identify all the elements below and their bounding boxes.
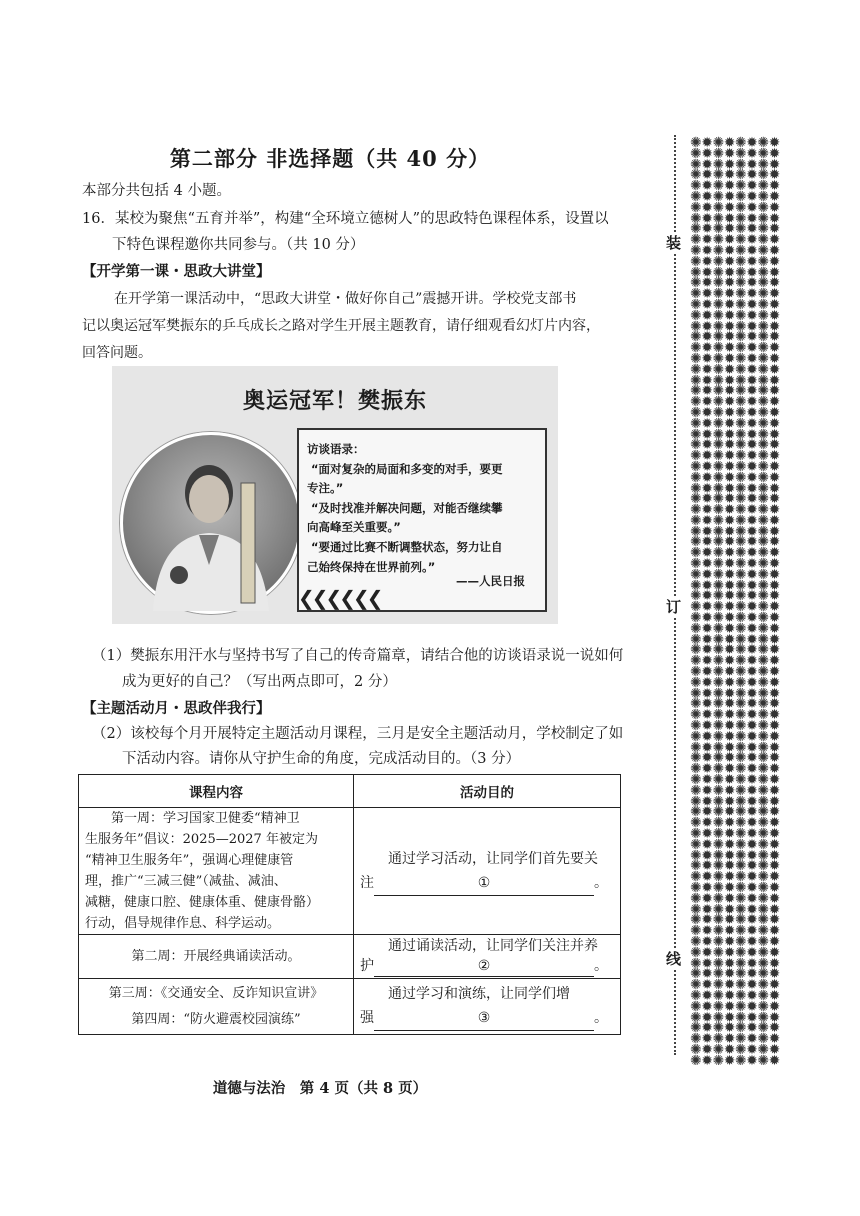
section2-title: 【主题活动月・思政伴我行】 [82, 700, 271, 717]
answer-blank-2[interactable]: ② [374, 956, 594, 977]
slide-image [112, 366, 558, 624]
sub-question-2-line1: （2）该校每个月开展特定主题活动月课程，三月是安全主题活动月，学校制定了如 [92, 726, 624, 742]
question-16-line2: 下特色课程邀你共同参与。（共 10 分） [112, 237, 365, 253]
athlete-silhouette [123, 435, 299, 611]
sub-question-2-line2: 下活动内容。请你从守护生命的角度，完成活动目的。（3 分） [122, 751, 521, 767]
section1-para-line2: 记以奥运冠军樊振东的乒乓成长之路对学生开展主题教育，请仔细观看幻灯片内容， [82, 318, 600, 334]
table-cell-purpose3: 通过学习和演练，让同学们增 强 ③ 。 [354, 979, 621, 1035]
binding-label: 装 [666, 234, 682, 252]
quote-line: “要通过比赛不断调整状态，努力让自 [311, 539, 503, 554]
section1-para-line3: 回答问题。 [82, 345, 152, 361]
table-cell-week2: 第二周：开展经典诵读活动。 [79, 935, 354, 979]
chevron-decoration-icon: ❮❮❮❮❮❮ [298, 586, 381, 610]
answer-blank-3[interactable]: ③ [374, 1006, 594, 1031]
slide-title: 奥运冠军！樊振东 [242, 389, 427, 414]
table-row [79, 979, 621, 1035]
quote-line: 向高峰至关重要。” [307, 520, 401, 535]
table-cell-purpose2: 通过诵读活动，让同学们关注并养 护 ② 。 [354, 935, 621, 979]
sub-question-1-line1: （1）樊振东用汗水与坚持书写了自己的传奇篇章，请结合他的访谈语录说一说如何 [92, 648, 624, 664]
table-row [79, 808, 621, 935]
part-intro: 本部分共包括 4 小题。 [82, 183, 231, 199]
table-header-content: 课程内容 [79, 775, 354, 808]
table-cell-week3-4: 第三周：《交通安全、反诈知识宣讲》 第四周：“防火避震校园演练” [79, 979, 354, 1035]
binding-label: 线 [666, 950, 682, 968]
question-16-line1: 16．某校为聚焦“五育并举”，构建“全环境立德树人”的思政特色课程体系，设置以 [82, 211, 609, 227]
part-title: 第二部分 非选择题（共 40 分） [169, 146, 491, 171]
answer-blank-1[interactable]: ① [374, 871, 594, 896]
table-cell-purpose1: 通过学习活动，让同学们首先要关 注 ① 。 [354, 808, 621, 935]
page-footer: 道德与法治 第 4 页（共 8 页） [212, 1080, 428, 1097]
table-header-purpose: 活动目的 [354, 775, 621, 808]
binding-label: 订 [666, 598, 682, 616]
table-cell-week1: 第一周：学习国家卫健委“精神卫 生服务年”倡议：2025—2027 年被定为 “精神卫生服务年”，强调心理健康管 理，推广“三减三健”（减盐、减油、 减糖，健康口腔、健康体重、健康骨骼） 行动，倡导规律作息、科学运动。 [79, 808, 354, 935]
quote-line: “面对复杂的局面和多变的对手，要更 [311, 461, 503, 476]
quote-line: 己始终保持在世界前列。” [307, 559, 436, 574]
quote-line: 专注。” [307, 481, 344, 496]
quote-header: 访谈语录： [307, 442, 365, 456]
table-row [79, 935, 621, 979]
binding-line [674, 135, 676, 1055]
decorative-border-pattern-icon: ✺✹✺✹✺✹✺✹ ✺✹✺✹✺✹✺✹ ✺✹✺✹✺✹✺✹ ✺✹✺✹✺✹✺✹ ✺✹✺✹✺✹✺✹ ✺✹✺✹✺✹✺✹ ✺✹✺✹✺✹✺✹ ✺✹✺✹✺✹✺✹ ✺✹✺✹✺✹✺✹ ✺✹✺✹✺✹✺✹ ✺✹✺✹✺✹✺✹ ✺✹✺✹✺✹✺✹ ✺✹✺✹✺✹✺✹ ✺✹✺✹✺✹✺✹ ✺✹✺✹✺✹✺✹ ✺✹✺✹✺✹✺✹ ✺✹✺✹✺✹✺✹ ✺✹✺✹✺✹✺✹ ✺✹✺✹✺✹✺✹ ✺✹✺✹✺✹✺✹ ✺✹✺✹✺✹✺✹ ✺✹✺✹✺✹✺✹ ✺✹✺✹✺✹✺✹ ✺✹✺✹✺✹✺✹ ✺✹✺✹✺✹✺✹ ✺✹✺✹✺✹✺✹ ✺✹✺✹✺✹✺✹ ✺✹✺✹✺✹✺✹ ✺✹✺✹✺✹✺✹ ✺✹✺✹✺✹✺✹ ✺✹✺✹✺✹✺✹ ✺✹✺✹✺✹✺✹ ✺✹✺✹✺✹✺✹ ✺✹✺✹✺✹✺✹ ✺✹✺✹✺✹✺✹ ✺✹✺✹✺✹✺✹ ✺✹✺✹✺✹✺✹ ✺✹✺✹✺✹✺✹ ✺✹✺✹✺✹✺✹ ✺✹✺✹✺✹✺✹ ✺✹✺✹✺✹✺✹ ✺✹✺✹✺✹✺✹ ✺✹✺✹✺✹✺✹ ✺✹✺✹✺✹✺✹ ✺✹✺✹✺✹✺✹ ✺✹✺✹✺✹✺✹ ✺✹✺✹✺✹✺✹ ✺✹✺✹✺✹✺✹ ✺✹✺✹✺✹✺✹ ✺✹✺✹✺✹✺✹ ✺✹✺✹✺✹✺✹ ✺✹✺✹✺✹✺✹ ✺✹✺✹✺✹✺✹ ✺✹✺✹✺✹✺✹ ✺✹✺✹✺✹✺✹ ✺✹✺✹✺✹✺✹ ✺✹✺✹✺✹✺✹ ✺✹✺✹✺✹✺✹ ✺✹✺✹✺✹✺✹ ✺✹✺✹✺✹✺✹ ✺✹✺✹✺✹✺✹ ✺✹✺✹✺✹✺✹ ✺✹✺✹✺✹✺✹ ✺✹✺✹✺✹✺✹ ✺✹✺✹✺✹✺✹ ✺✹✺✹✺✹✺✹ ✺✹✺✹✺✹✺✹ ✺✹✺✹✺✹✺✹ ✺✹✺✹✺✹✺✹ ✺✹✺✹✺✹✺✹ ✺✹✺✹✺✹✺✹ ✺✹✺✹✺✹✺✹ ✺✹✺✹✺✹✺✹ ✺✹✺✹✺✹✺✹ ✺✹✺✹✺✹✺✹ ✺✹✺✹✺✹✺✹ ✺✹✺✹✺✹✺✹ ✺✹✺✹✺✹✺✹ ✺✹✺✹✺✹✺✹ ✺✹✺✹✺✹✺✹ ✺✹✺✹✺✹✺✹ ✺✹✺✹✺✹✺✹ ✺✹✺✹✺✹✺✹ ✺✹✺✹✺✹✺✹ ✺✹✺✹✺✹✺✹ ✺✹✺✹✺✹✺✹ [690, 135, 780, 1069]
quote-source: ——人民日报 [456, 574, 525, 589]
sub-question-1-line2: 成为更好的自己？（写出两点即可，2 分） [122, 674, 397, 690]
section1-para-line1: 在开学第一课活动中，“思政大讲堂・做好你自己”震撼开讲。学校党支部书 [114, 291, 577, 307]
section1-title: 【开学第一课・思政大讲堂】 [82, 263, 271, 280]
activity-table [78, 774, 621, 1035]
interview-quote-box [297, 428, 547, 612]
athlete-photo [120, 432, 302, 614]
quote-line: “及时找准并解决问题，对能否继续攀 [311, 500, 503, 515]
